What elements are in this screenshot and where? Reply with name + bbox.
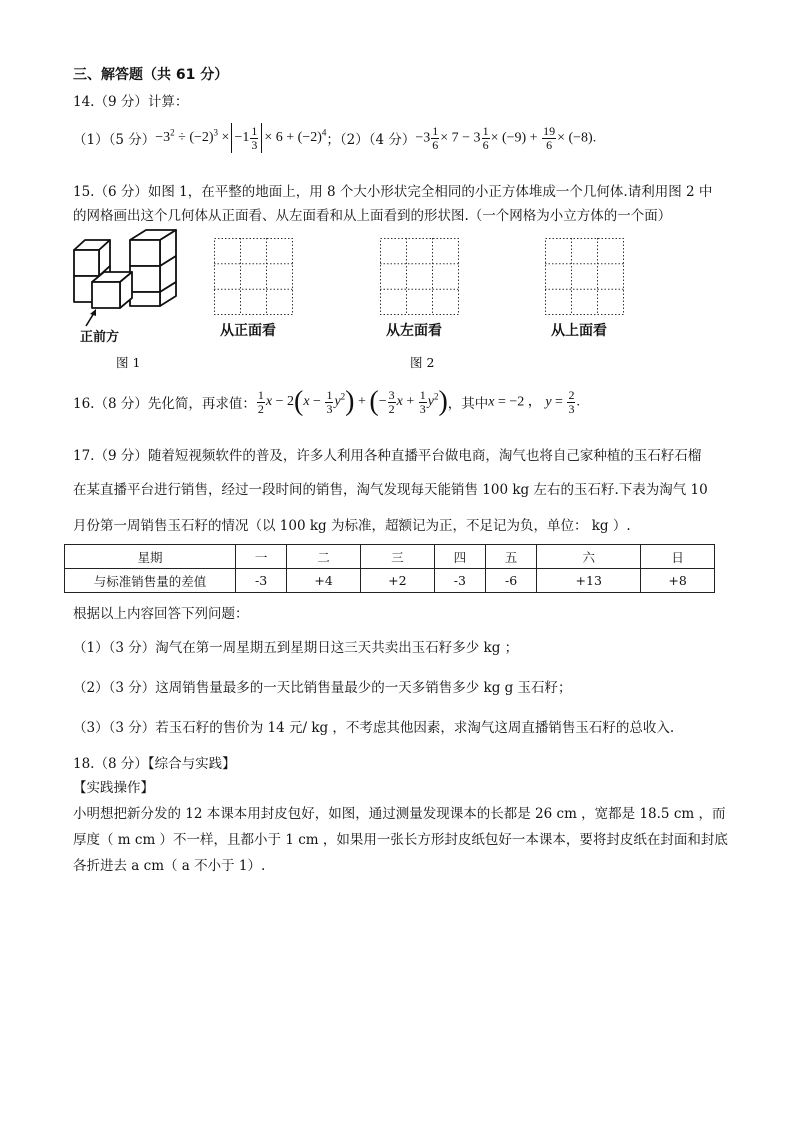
table-cell: 六 bbox=[537, 545, 641, 569]
q14-part2-formula: −3 $\frac{1}{6}$ × 7 − 3 $\frac{1}{6}$ × (−9) + $\frac{19}{6}$ × (−8). bbox=[415, 123, 597, 152]
q17-line3: 月份第一周销售玉石籽的情况（以 100 kg 为标准，超额记为正，不足记为负，单位： kg ）. bbox=[73, 518, 631, 534]
table-cell: 四 bbox=[434, 545, 485, 569]
grid-label-front: 从正面看 bbox=[220, 323, 276, 339]
table-cell: +13 bbox=[537, 569, 641, 593]
q18-line4: 厚度（ m cm ）不一样，且都小于 1 cm ，如果用一张长方形封皮纸包好一本课本，要将封皮纸在封面和封底 bbox=[73, 832, 728, 848]
table-row bbox=[65, 569, 715, 593]
q14-part1-label: （1）（5 分） bbox=[73, 132, 156, 148]
table-cell: 二 bbox=[287, 545, 361, 569]
table-cell: +8 bbox=[641, 569, 715, 593]
q17-line1: 17.（9 分）随着短视频软件的普及，许多人利用各种直播平台做电商，淘气也将自己家种植的玉石籽石榴 bbox=[73, 448, 702, 464]
q16-where: ，其中 bbox=[447, 396, 489, 412]
q15-line1: 15.（6 分）如图 1，在平整的地面上，用 8 个大小形状完全相同的小正方体堆成一个几何体.请利用图 2 中 bbox=[73, 184, 713, 200]
q18-line2: 【实践操作】 bbox=[73, 780, 154, 796]
figure1-caption: 图 1 bbox=[116, 355, 141, 370]
q17-sub2: （2）（3 分）这周销售量最多的一天比销售量最少的一天多销售多少 kg g 玉石籽； bbox=[73, 680, 572, 696]
q15-line2: 的网格画出这个几何体从正面看、从左面看和从上面看到的形状图.（一个网格为小立方体的一个面） bbox=[73, 208, 672, 224]
table-cell: 日 bbox=[641, 545, 715, 569]
table-cell: +4 bbox=[287, 569, 361, 593]
q14-expression bbox=[73, 120, 596, 156]
section-title: 三、解答题（共 61 分） bbox=[73, 67, 229, 83]
table-cell: 与标准销售量的差值 bbox=[65, 569, 236, 593]
table-cell: -3 bbox=[236, 569, 287, 593]
grid-top-view bbox=[545, 238, 625, 316]
grid-label-left: 从左面看 bbox=[386, 323, 442, 339]
q17-sub3: （3）（3 分）若玉石籽的售价为 14 元/ kg ，不考虑其他因素，求淘气这周直播销售玉石籽的总收入. bbox=[73, 720, 675, 736]
q17-line2: 在某直播平台进行销售，经过一段时间的销售，淘气发现每天能销售 100 kg 左右的玉石籽.下表为淘气 10 bbox=[73, 482, 708, 498]
grid-left-view bbox=[380, 238, 460, 316]
q18-line3: 小明想把新分发的 12 本课本用封皮包好，如图，通过测量发现课本的长都是 26 cm ，宽都是 18.5 cm ，而 bbox=[73, 806, 726, 822]
sales-table bbox=[64, 544, 715, 593]
q18-line5: 各折进去 a cm（ a 不小于 1）. bbox=[73, 858, 266, 874]
figure2-caption: 图 2 bbox=[410, 355, 435, 370]
table-cell: 三 bbox=[361, 545, 435, 569]
table-cell: 一 bbox=[236, 545, 287, 569]
q14-intro: 14.（9 分）计算： bbox=[73, 94, 189, 110]
q18-line1: 18.（8 分）【综合与实践】 bbox=[73, 756, 236, 772]
q14-part2-label: ；（2）（4 分） bbox=[326, 132, 416, 148]
q17-after-table: 根据以上内容回答下列问题： bbox=[73, 606, 249, 622]
grid-label-top: 从上面看 bbox=[551, 323, 607, 339]
table-cell: -3 bbox=[434, 569, 485, 593]
front-direction-label: 正前方 bbox=[80, 330, 120, 345]
table-cell: +2 bbox=[361, 569, 435, 593]
q16-formula: $\frac{1}{2}$ x − 2(x − $\frac{1}{3}$ $y^2$) + (− $\frac{3}{2}$ x + $\frac{1}{3}$ $y^2$) bbox=[257, 386, 448, 417]
table-cell: 五 bbox=[486, 545, 537, 569]
q17-sub1: （1）（3 分）淘气在第一周星期五到星期日这三天共卖出玉石籽多少 kg ； bbox=[73, 640, 519, 656]
q16-prefix: 16.（8 分）先化简，再求值： bbox=[73, 396, 256, 412]
table-cell: 星期 bbox=[65, 545, 236, 569]
table-cell: -6 bbox=[486, 569, 537, 593]
q16-expression bbox=[73, 382, 580, 422]
grid-front-view bbox=[214, 238, 294, 316]
q14-part1-formula: $-3^2 \div (-2)^3 \times -1$ $\frac{1}{3}$ × $6 + (-2)^4$ bbox=[155, 123, 327, 152]
table-header-row bbox=[65, 545, 715, 569]
q16-values: x = −2 ， y = $\frac{2}{3}$ . bbox=[488, 387, 580, 416]
